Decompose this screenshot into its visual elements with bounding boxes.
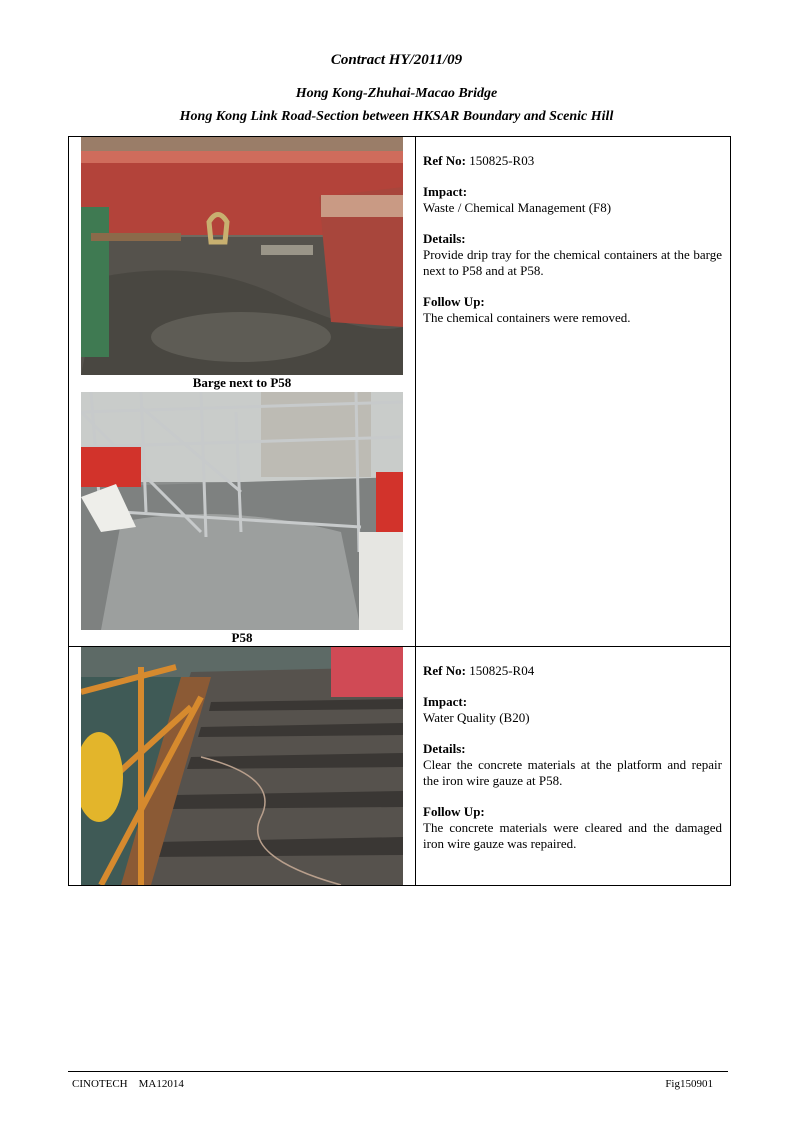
- impact: [423, 694, 722, 726]
- footer-left: CINOTECH MA12014: [72, 1078, 184, 1090]
- ref-label: Ref No:: [423, 153, 466, 168]
- platform-wire-gauze-photo: [81, 647, 403, 885]
- ref-no: [423, 663, 722, 679]
- followup-value: The chemical containers were removed.: [423, 310, 631, 325]
- table-row: [69, 647, 731, 886]
- follow-up: [423, 294, 722, 326]
- ref-value: 150825-R04: [469, 663, 535, 678]
- details: [423, 231, 722, 279]
- followup-label: Follow Up:: [423, 294, 485, 309]
- impact: [423, 184, 722, 216]
- details-cell: [416, 137, 731, 647]
- ref-value: 150825-R03: [469, 153, 535, 168]
- details-label: Details:: [423, 231, 466, 246]
- details-label: Details:: [423, 741, 466, 756]
- followup-value: The concrete materials were cleared and the damaged iron wire gauze was repaired.: [423, 820, 722, 851]
- ref-no: [423, 153, 722, 169]
- impact-value: Water Quality (B20): [423, 710, 530, 725]
- photo-cell: [69, 137, 416, 647]
- photo-caption: P58: [231, 630, 253, 645]
- section-title: Hong Kong Link Road-Section between HKSAR Boundary and Scenic Hill: [179, 109, 614, 124]
- ref-label: Ref No:: [423, 663, 466, 678]
- observation-table: [68, 136, 731, 886]
- impact-label: Impact:: [423, 184, 468, 199]
- details: [423, 741, 722, 789]
- impact-value: Waste / Chemical Management (F8): [423, 200, 612, 215]
- footer-divider: [68, 1071, 728, 1072]
- details-value: Clear the concrete materials at the platform and repair the iron wire gauze at P58.: [423, 757, 722, 788]
- barge-deck-photo: [81, 137, 403, 375]
- table-row: [69, 137, 731, 647]
- footer-right: Fig150901: [665, 1078, 713, 1090]
- contract-title: Contract HY/2011/09: [330, 52, 463, 68]
- impact-label: Impact:: [423, 694, 468, 709]
- follow-up: [423, 804, 722, 852]
- details-value: Provide drip tray for the chemical containers at the barge next to P58 and at P58.: [423, 247, 722, 278]
- photo-cell: [69, 647, 416, 886]
- scaffold-platform-photo: [81, 392, 403, 630]
- details-cell: [416, 647, 731, 886]
- project-title: Hong Kong-Zhuhai-Macao Bridge: [295, 86, 498, 101]
- followup-label: Follow Up:: [423, 804, 485, 819]
- photo-caption: Barge next to P58: [192, 375, 292, 390]
